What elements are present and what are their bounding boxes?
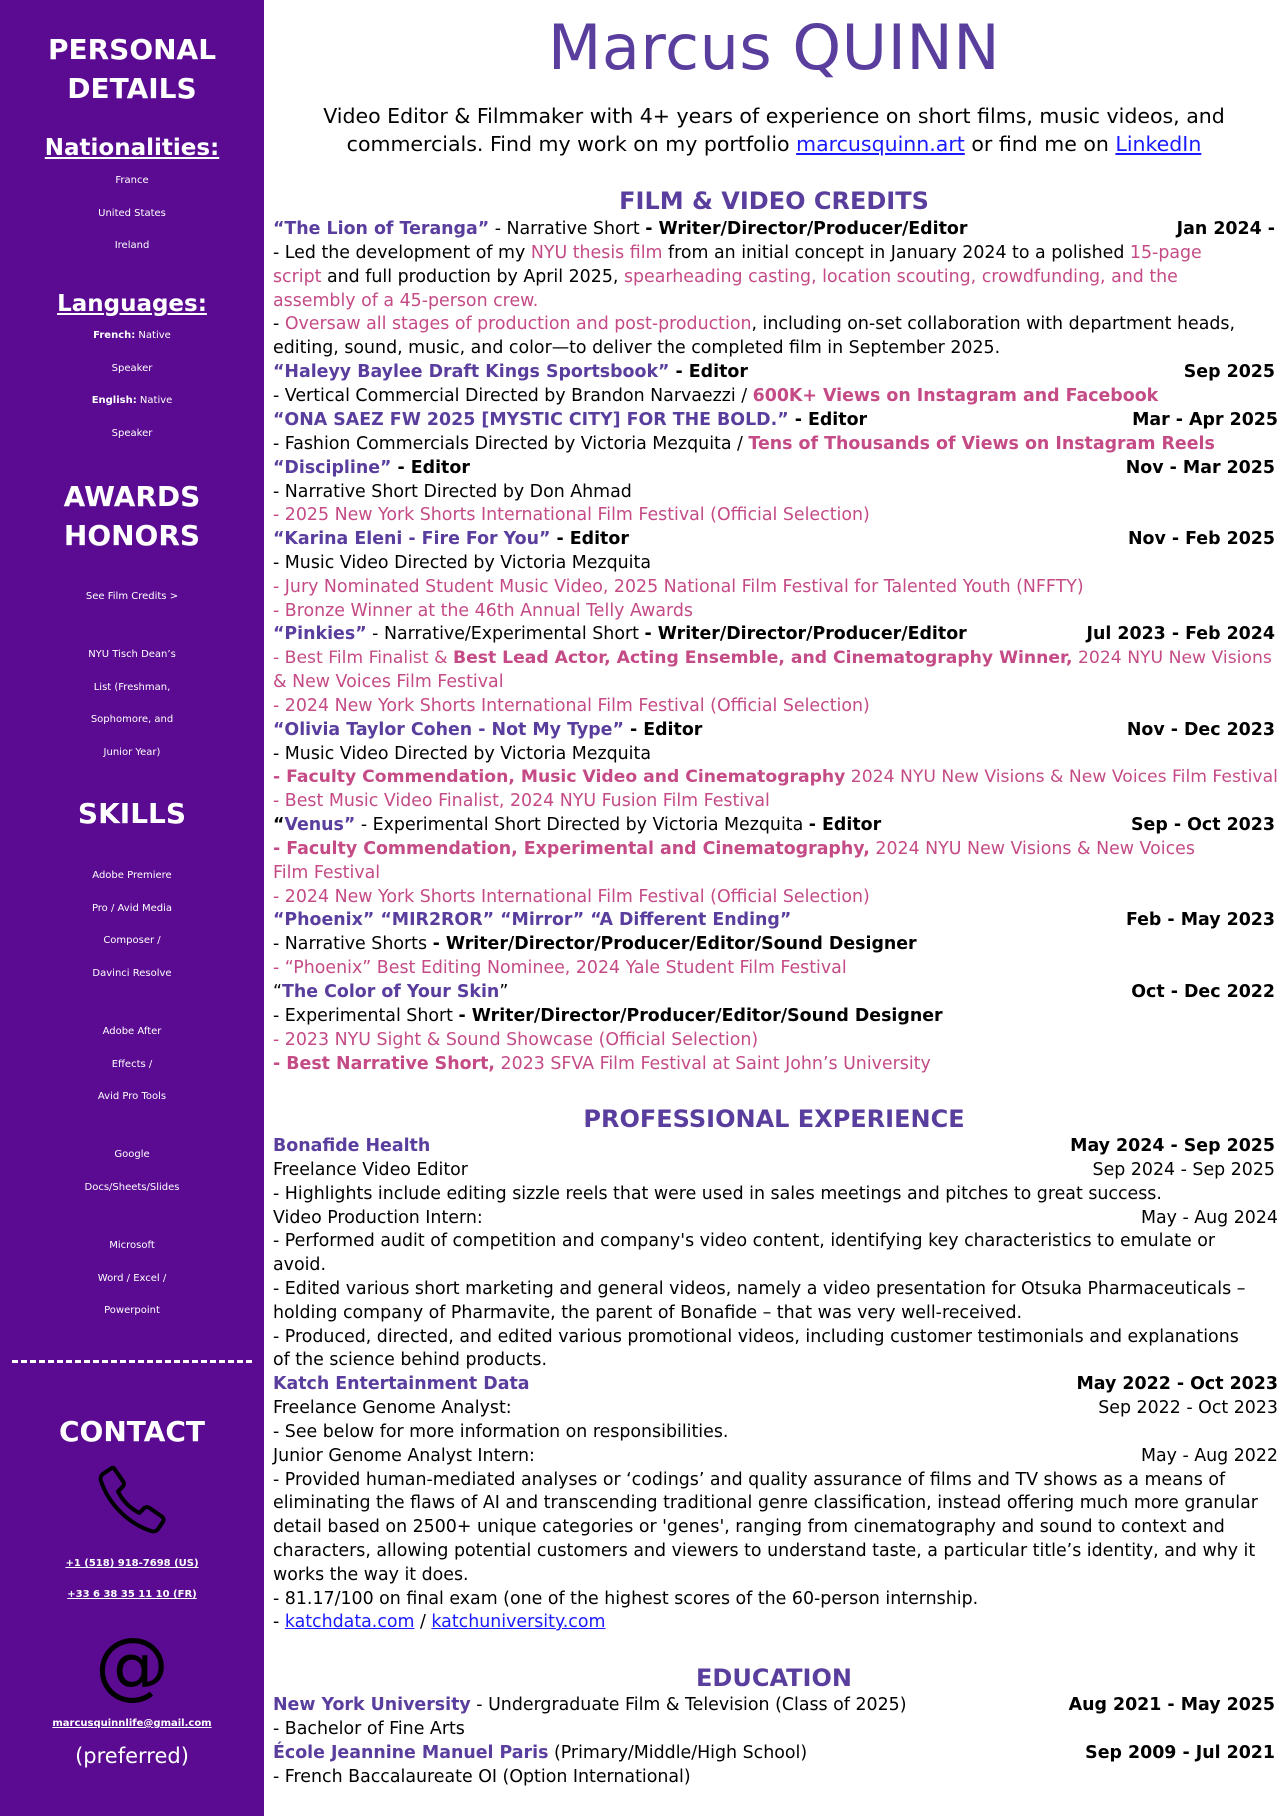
nationality-item: Ireland	[114, 240, 150, 251]
credit-title-row: “Phoenix” “MIR2ROR” “Mirror” “A Different Ending” Feb - May 2023	[273, 909, 1278, 933]
company-name: Bonafide Health	[273, 1136, 431, 1156]
role-title: Video Production Intern:	[273, 1208, 483, 1228]
credit-title-row: “ONA SAEZ FW 2025 [MYSTIC CITY] FOR THE BOLD.” - Editor Mar - Apr 2025	[273, 409, 1278, 433]
credit-title-row: “Haleyy Baylee Draft Kings Sportsbook” - Editor Sep 2025	[273, 361, 1278, 385]
skills-heading: SKILLS	[77, 797, 187, 830]
credit-date: Sep - Oct 2023	[1131, 815, 1275, 835]
role-title: Freelance Genome Analyst:	[273, 1398, 512, 1418]
section-heading-credits: FILM & VIDEO CREDITS	[619, 187, 929, 215]
deans-list-award: NYU Tisch Dean’s List (Freshman, Sophomore, and Junior Year)	[88, 649, 176, 758]
company-name: Katch Entertainment Data	[273, 1374, 530, 1394]
email-note: (preferred)	[75, 1744, 189, 1768]
credit-title-row: “Venus” - Experimental Short Directed by Victoria Mezquita - Editor Sep - Oct 2023	[273, 814, 1278, 838]
credit-date: Oct - Dec 2022	[1131, 982, 1275, 1002]
credit-date: Nov - Feb 2025	[1127, 529, 1275, 549]
phone-us-link[interactable]: +1 (518) 918-7698 (US)	[65, 1558, 199, 1569]
experience-date: May 2024 - Sep 2025	[1070, 1136, 1275, 1156]
education-date: Sep 2009 - Jul 2021	[1085, 1743, 1275, 1763]
phone-fr-link[interactable]: +33 6 38 35 11 10 (FR)	[67, 1589, 197, 1600]
phone-icon	[92, 1460, 172, 1540]
credit-title-row: “Olivia Taylor Cohen - Not My Type” - Editor Nov - Dec 2023	[273, 719, 1278, 743]
nationality-item: United States	[98, 207, 166, 219]
credit-date: Nov - Dec 2023	[1126, 720, 1275, 740]
credit-date: Mar - Apr 2025	[1132, 410, 1278, 430]
nationalities-list	[0, 165, 264, 263]
language-french: French: Native	[93, 330, 171, 341]
credit-title-row: “Pinkies” - Narrative/Experimental Short - Writer/Director/Producer/Editor Jul 2023 - Feb 2024	[273, 623, 1278, 647]
skill-item: Adobe Premiere Pro / Avid Media Composer / Davinci Resolve	[91, 870, 173, 979]
experience-date: May 2022 - Oct 2023	[1076, 1374, 1278, 1394]
credit-title-row: “Karina Eleni - Fire For You” - Editor Nov - Feb 2025	[273, 528, 1278, 552]
languages-label: Languages:	[57, 291, 207, 317]
school-name: New York University	[273, 1695, 471, 1715]
intro-summary: Video Editor & Filmmaker with 4+ years of experience on short films, music videos, and commercials. Find my work on my portfolio marcusquinn.art or find me on LinkedIn	[323, 104, 1225, 156]
personal-details-heading: PERSONAL DETAILS	[47, 33, 217, 105]
portfolio-link[interactable]: marcusquinn.art	[796, 132, 965, 156]
skill-item: Microsoft Word / Excel / Powerpoint	[97, 1240, 167, 1316]
section-heading-education: EDUCATION	[696, 1664, 852, 1692]
katchuniversity-link[interactable]: katchuniversity.com	[431, 1612, 606, 1632]
skill-item: Adobe After Effects / Avid Pro Tools	[97, 1026, 167, 1102]
education-date: Aug 2021 - May 2025	[1068, 1695, 1275, 1715]
main-content: Marcus QUINN Video Editor & Filmmaker with 4+ years of experience on short films, music videos, and commercials. Find my work on my portfolio marcusquinn.art or find me on LinkedIn FILM & VIDEO CREDITS “The Lion of Teranga” - Narrative Short - Writer/Director/Producer/Editor Jan 2024 - - Led the development of my NYU thesis film from an initial concept in January 2024 to a polished 15-page script and full production by April 2025, spearheading casting, location scouting, crowdfunding, and the assembly of a 45-person crew. - Oversaw all stages of production and post-production, including on-set collaboration with department heads, editing, sound, music, and color—to deliver the completed film in September 2025. “Haleyy Baylee Draft Kings Sportsbook” - Editor Sep 2025 - Vertical Commercial Directed by Brandon Narvaezzi / 600K+ Views on Instagram and Facebook “ONA SAEZ FW 2025 [MYSTIC CITY] FOR THE BOLD.” - Editor Mar - Apr 2025 - Fashion Commercials Directed by Victoria Mezquita / Tens of Thousands of Views on Instagram Reels “Discipline” - Editor Nov - Mar 2025 - Narrative Short Directed by Don Ahmad - 2025 New York Shorts International Film Festival (Official Selection) “Karina Eleni - Fire For You” - Editor Nov - Feb 2025 - Music Video Directed by Victoria Mezquita - Jury Nominated Student Music Video, 2025 National Film Festival for Talented Youth (NFFTY) - Bronze Winner at the 46th Annual Telly Awards “Pinkies” - Narrative/Experimental Short - Writer/Director/Producer/Editor Jul 2023 - Feb 2024 - Best Film Finalist & Best Lead Actor, Acting Ensemble, and Cinematography Winner, 2024 NYU New Visions & New Voices Film Festival - 2024 New York Shorts International Film Festival (Official Selection) “Olivia Taylor Cohen - Not My Type” - Editor Nov - Dec 2023 - Music Video Directed by Victoria Mezquita - Faculty Commendation, Music Video and Cinematography 2024 NYU New Visions & New Voices Film Festival - Best Music Video Finalist, 2024 NYU Fusion Film Festival “Venus” - Experimental Short Directed by Victoria Mezquita - Editor Sep - Oct 2023 - Faculty Commendation, Experimental and Cinematography, 2024 NYU New Visions & New Voices Film Festival - 2024 New York Shorts International Film Festival (Official Selection) “Phoenix” “MIR2ROR” “Mirror” “A Different Ending” Feb - May 2023 - Narrative Shorts - Writer/Director/Producer/Editor/Sound Designer - “Phoenix” Best Editing Nominee, 2024 Yale Student Film Festival “The Color of Your Skin” Oct - Dec 2022 - Experimental Short - Writer/Director/Producer/Editor/Sound Designer - 2023 NYU Sight & Sound Showcase (Official Selection) - Best Narrative Short, 2023 SFVA Film Festival at Saint John’s University PROFESSIONAL EXPERIENCE Bonafide Health May 2024 - Sep 2025 Freelance Video Editor Sep 2024 - Sep 2025 - Highlights include editing sizzle reels that were used in sales meetings and pitches to great success. Video Production Intern: May - Aug 2024 - Performed audit of competition and company's video content, identifying key characteristics to emulate or avoid. - Edited various short marketing and general videos, namely a video presentation for Otsuka Pharmaceuticals – holding company of Pharmavite, the parent of Bonafide – that was very well-received. - Produced, directed, and edited various promotional videos, including customer testimonials and explanations of the science behind products. Katch Entertainment Data May 2022 - Oct 2023 Freelance Genome Analyst: Sep 2022 - Oct 2023 - See below for more information on responsibilities. Junior Genome Analyst Intern: May - Aug 2022 - Provided human-mediated analyses or ‘codings’ and quality assurance of films and TV shows as a means of eliminating the flaws of AI and transcending traditional genre classification, instead offering much more granular detail based on 2500+ unique categories or 'genes', ranging from cinematography and sound to context and characters, allowing potential customers and viewers to understand taste, a particular title’s identity, and why it works the way it does. - 81.17/100 on final exam (one of the highest scores of the 60-person internship. - katchdata.com / katchuniversity.com EDUCATION New York University - Undergraduate Film & Television (Class of 2025) Aug 2021 - May 2025 - Bachelor of Fine Arts École Jeannine Manuel Paris (Primary/Middle/High School) Sep 2009 - Jul 2021 - French Baccalaureate OI (Option International)	[273, 0, 1275, 1816]
credit-date: Jul 2023 - Feb 2024	[1086, 624, 1275, 644]
credit-title-row: “Discipline” - Editor Nov - Mar 2025	[273, 457, 1278, 481]
credit-date: Nov - Mar 2025	[1125, 458, 1275, 478]
nationalities-label: Nationalities:	[44, 135, 220, 161]
language-english: English: Native	[91, 395, 173, 406]
credit-title-row: “The Lion of Teranga” - Narrative Short - Writer/Director/Producer/Editor Jan 2024 -	[273, 218, 1278, 242]
linkedin-link[interactable]: LinkedIn	[1115, 132, 1202, 156]
awards-heading: AWARDS HONORS	[63, 480, 201, 552]
credit-date: Sep 2025	[1183, 362, 1275, 382]
see-film-credits-link[interactable]: See Film Credits >	[85, 591, 179, 602]
role-title: Freelance Video Editor	[273, 1160, 468, 1180]
nationality-item: France	[115, 175, 149, 186]
credit-title-row: “The Color of Your Skin” Oct - Dec 2022	[273, 981, 1278, 1005]
sidebar	[0, 0, 264, 1816]
credit-date: Jan 2024 -	[1176, 219, 1275, 239]
katchdata-link[interactable]: katchdata.com	[284, 1612, 415, 1632]
at-icon: @	[95, 1622, 169, 1708]
languages-list: French: Native Speaker English: Native Speaker	[0, 320, 264, 450]
sidebar-divider	[12, 1360, 252, 1363]
skill-item: Google Docs/Sheets/Slides	[84, 1149, 180, 1193]
candidate-name: Marcus QUINN	[547, 11, 1001, 84]
contact-heading: CONTACT	[58, 1415, 206, 1448]
school-name: École Jeannine Manuel Paris	[273, 1743, 549, 1763]
email-link[interactable]: marcusquinnlife@gmail.com	[52, 1718, 212, 1729]
credit-date: Feb - May 2023	[1125, 910, 1275, 930]
section-heading-experience: PROFESSIONAL EXPERIENCE	[583, 1105, 965, 1133]
role-title: Junior Genome Analyst Intern:	[273, 1446, 535, 1466]
